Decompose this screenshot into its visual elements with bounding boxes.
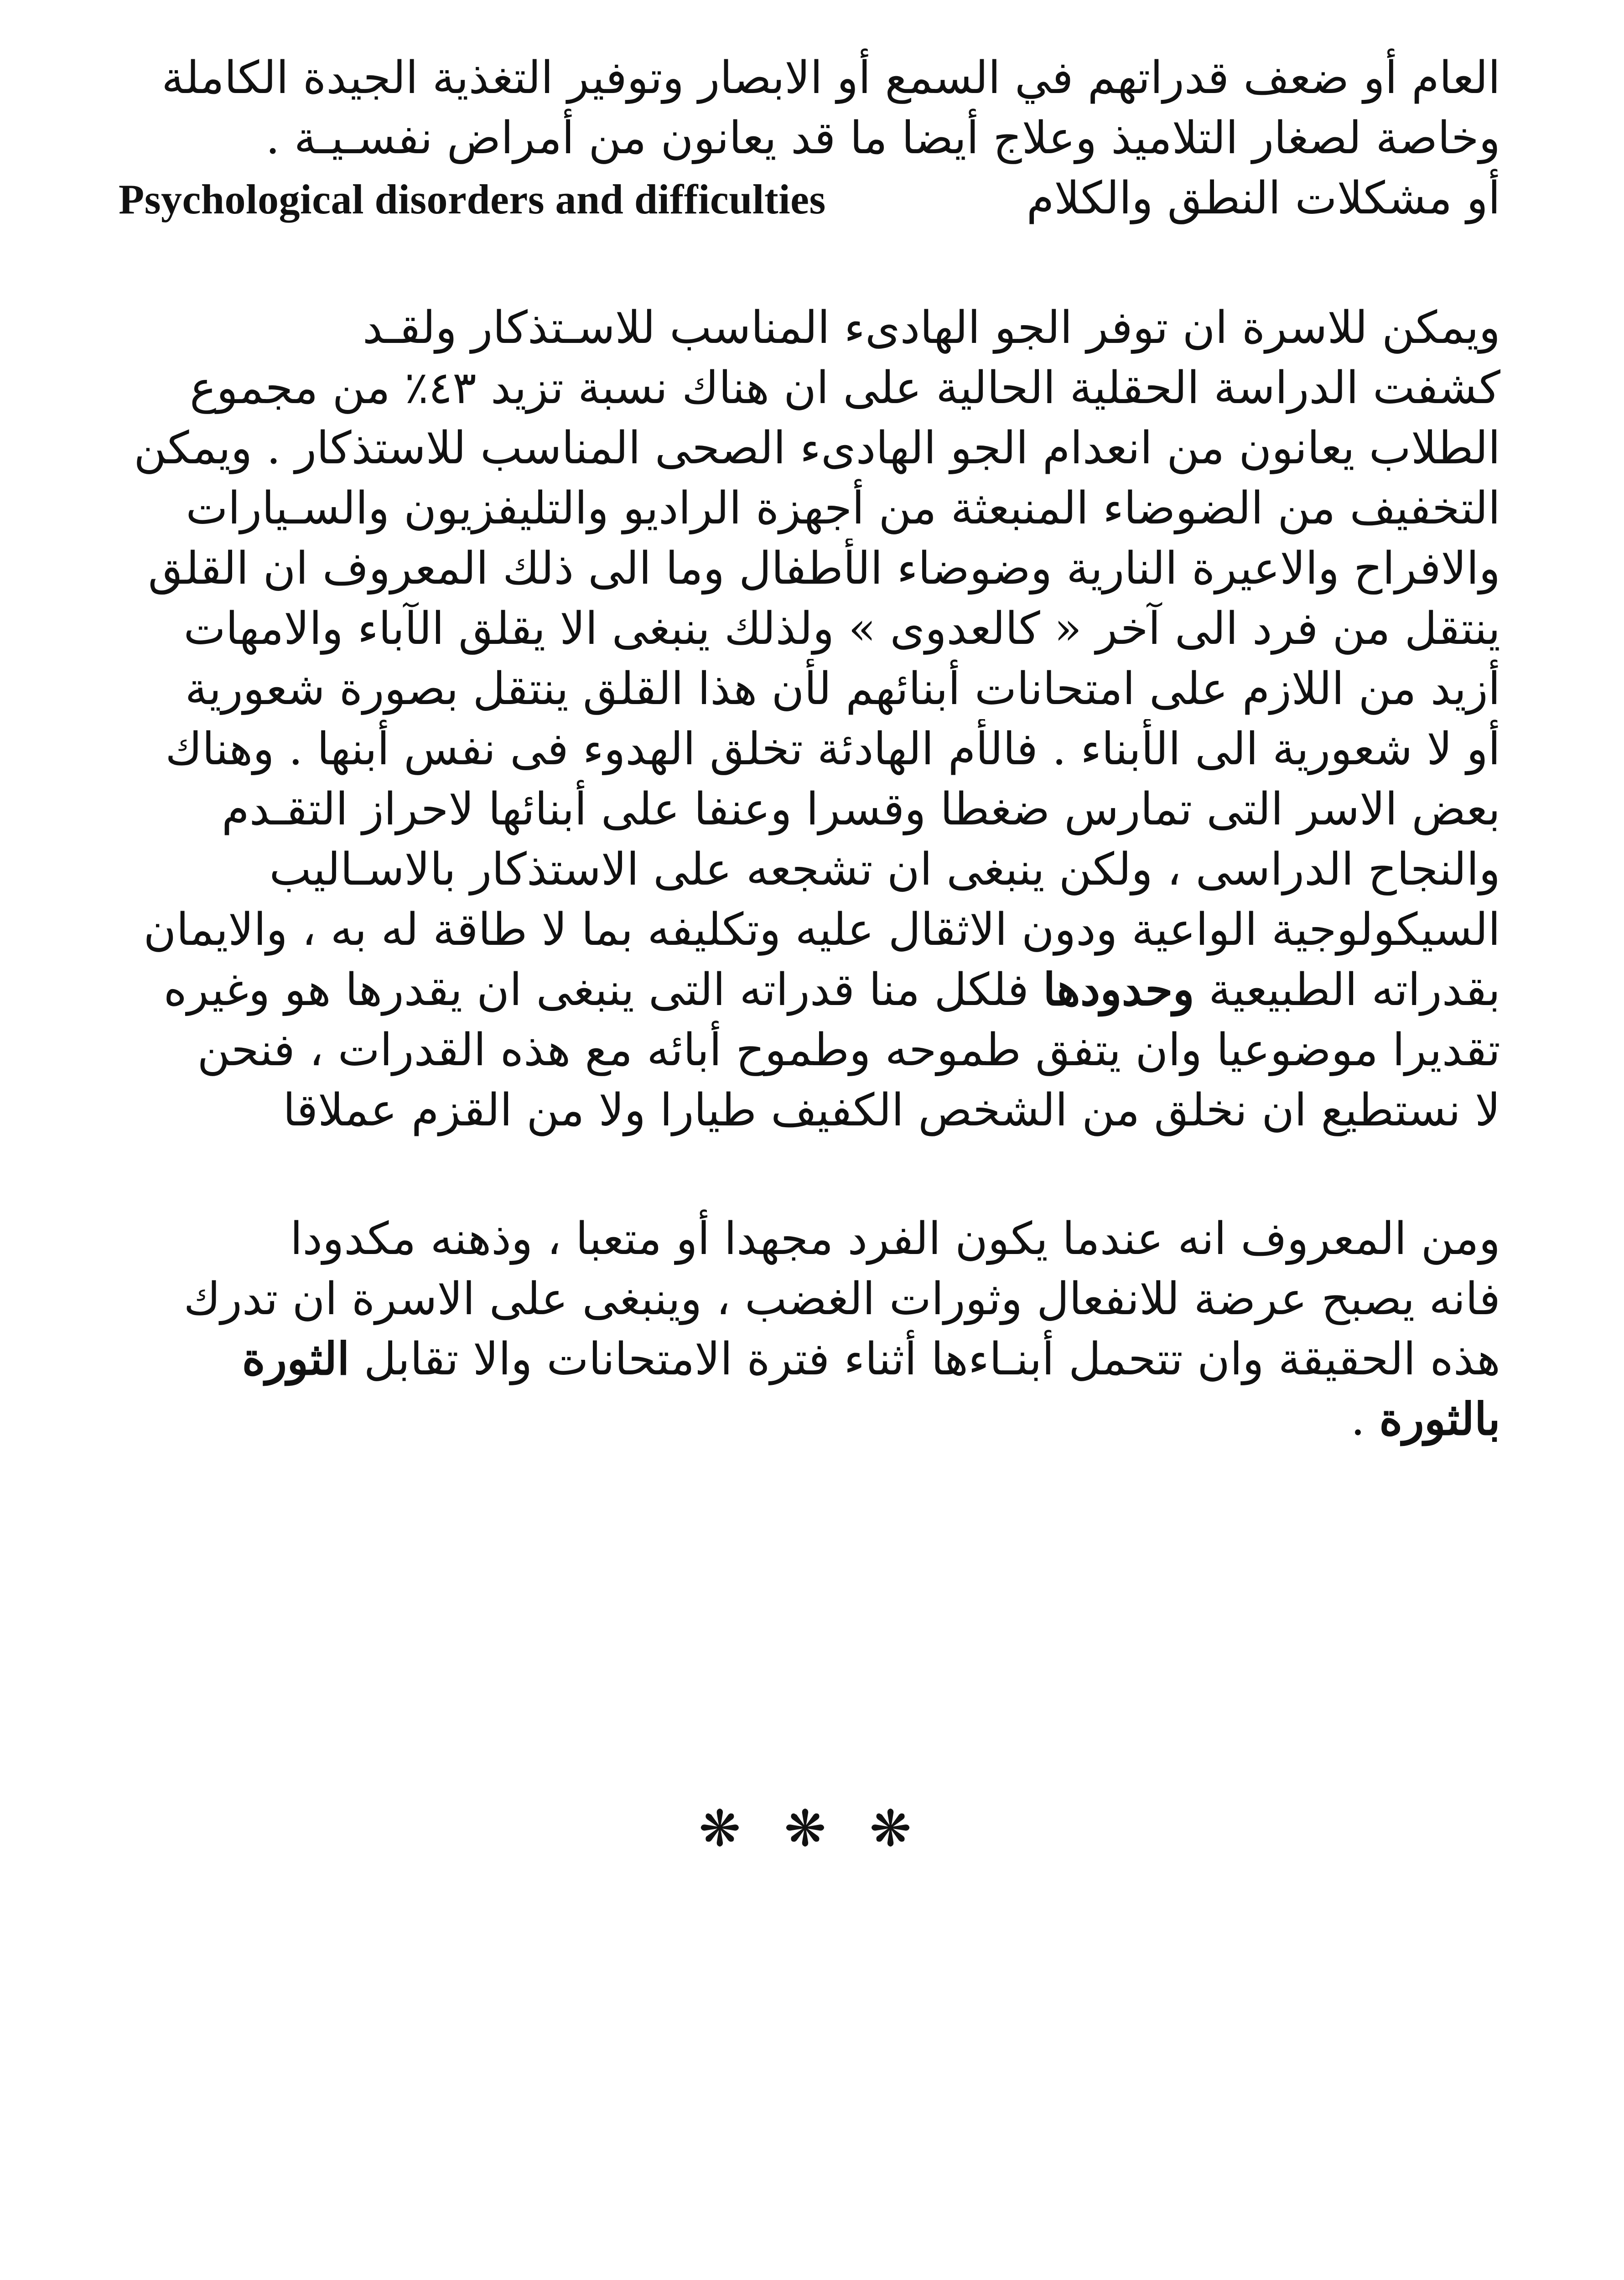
text-segment: . [1350, 1394, 1380, 1446]
text-line: فانه يصبح عرضة للانفعال وثورات الغضب ، وينبغى على الاسرة ان تدرك [183, 1273, 1500, 1325]
text-segment: أو مشكلات النطق والكلام [1026, 172, 1500, 224]
section-ornament: ❋ ❋ ❋ [699, 1799, 925, 1858]
text-line: السيكولوجية الواعية ودون الاثقال عليه وتكليفه بما لا طاقة له به ، والايمان [143, 904, 1500, 956]
text-line [119, 1389, 1500, 1450]
text-line [119, 1329, 1500, 1389]
text-line: ويمكن للاسرة ان توفر الجو الهادىء المناسب للاسـتذكار ولقـد [362, 302, 1500, 354]
text-line: لا نستطيع ان نخلق من الشخص الكفيف طيارا ولا من القزم عملاقا [283, 1084, 1500, 1136]
bold-word: بالثورة [1379, 1393, 1500, 1446]
text-line: التخفيف من الضوضاء المنبعثة من أجهزة الراديو والتليفزيون والسـيارات [186, 482, 1500, 534]
bold-word: وحدودها [1043, 964, 1195, 1016]
text-line: والافراح والاعيرة النارية وضوضاء الأطفال وما الى ذلك المعروف ان القلق [148, 543, 1500, 595]
paragraph [119, 298, 1500, 1140]
paragraph-gap [119, 1140, 1500, 1209]
text-line: الطلاب يعانون من انعدام الجو الهادىء الصحى المناسب للاستذكار . ويمكن [134, 422, 1500, 474]
bold-word: الثورة [242, 1333, 350, 1385]
body-text [119, 48, 1500, 1450]
text-segment: بقدراته الطبيعية [1194, 964, 1500, 1016]
text-line: كشفت الدراسة الحقلية الحالية على ان هناك نسبة تزيد ٤٣٪ من مجموع [189, 362, 1500, 414]
text-line: العام أو ضعف قدراتهم في السمع أو الابصار وتوفير التغذية الجيدة الكاملة [161, 52, 1500, 104]
text-line: أو لا شعورية الى الأبناء . فالأم الهادئة تخلق الهدوء فى نفس أبنها . وهناك [165, 723, 1500, 775]
text-segment: فلكل منا قدراته التى ينبغى ان يقدرها هو وغيره [163, 964, 1043, 1016]
text-line: بعض الاسر التى تمارس ضغطا وقسرا وعنفا على أبنائها لاحراز التقـدم [222, 783, 1500, 835]
text-line: والنجاح الدراسى ، ولكن ينبغى ان تشجعه على الاستذكار بالاسـاليب [269, 844, 1500, 896]
text-line: وخاصة لصغار التلاميذ وعلاج أيضا ما قد يعانون من أمراض نفسـيـة . [265, 112, 1500, 164]
text-line [119, 960, 1500, 1020]
paragraph [119, 48, 1500, 229]
text-line: تقديرا موضوعيا وان يتفق طموحه وطموح أبائه مع هذه القدرات ، فنحن [197, 1024, 1500, 1076]
english-term: Psychological disorders and difficulties [119, 176, 826, 223]
paragraph [119, 1209, 1500, 1450]
text-line [119, 168, 1500, 229]
text-line: ومن المعروف انه عندما يكون الفرد مجهدا أو متعبا ، وذهنه مكدودا [290, 1213, 1500, 1265]
text-segment: هذه الحقيقة وان تتحمل أبنـاءها أثناء فترة الامتحانات والا تقابل [349, 1333, 1500, 1385]
text-line: ينتقل من فرد الى آخر « كالعدوى » ولذلك ينبغى الا يقلق الآباء والامهات [183, 603, 1500, 655]
text-line: أزيد من اللازم على امتحانات أبنائهم لأن هذا القلق ينتقل بصورة شعورية [185, 663, 1500, 715]
paragraph-gap [119, 229, 1500, 298]
